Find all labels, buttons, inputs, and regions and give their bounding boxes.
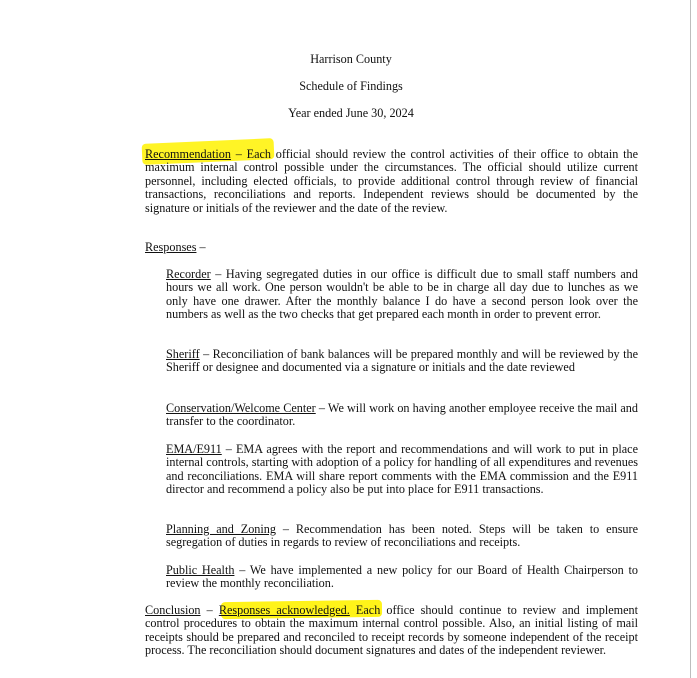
conclusion-label: Conclusion (145, 603, 201, 617)
response-conservation (166, 402, 638, 429)
response-text: – Recommendation has been noted. Steps will be taken to ensure segregation of duties in regards to review of reconciliations and receipts. (166, 522, 638, 550)
response-label: EMA/E911 (166, 442, 222, 456)
county-name: Harrison County (310, 52, 392, 66)
response-recorder (166, 268, 638, 322)
response-label: Planning and Zoning (166, 522, 276, 536)
conclusion-paragraph (145, 604, 638, 658)
response-ema-e911 (166, 443, 638, 497)
conclusion-highlighted: Responses acknowledged. (218, 603, 350, 617)
responses-heading (145, 241, 638, 254)
response-text: – We have implemented a new policy for our Board of Health Chairperson to review the monthly reconciliation. (166, 563, 638, 591)
response-label: Conservation/Welcome Center (166, 401, 316, 415)
page-edge (690, 0, 691, 678)
response-label: Public Health (166, 563, 235, 577)
responses-label: Responses (145, 240, 197, 254)
response-sheriff (166, 348, 638, 375)
conclusion-dash: – (200, 603, 219, 617)
period-line: Year ended June 30, 2024 (288, 106, 414, 120)
recommendation-label: Recommendation (145, 147, 231, 161)
conclusion-text: Each office should continue to review and implement control procedures to obtain the maximum internal control possible. Also, an initial listing of mail receipts should be prepared and reconciled to receipt records by someone independent of the receipt process. The reconciliation should document signatures and dates of the independent reviewer. (145, 603, 638, 658)
response-text: – Reconciliation of bank balances will be prepared monthly and will be reviewed by the Sheriff or designee and documented via a signature or initials and the date reviewed (166, 347, 638, 375)
recommendation-text: – Each official should review the control activities of their office to obtain the maximum internal control possible under the circumstances. The official should utilize current personnel, including elected officials, to provide additional control through review of financial transactions, reconciliations and reports. Independent reviews should be documented by the signature or initials of the reviewer and the date of the review. (145, 147, 638, 215)
recommendation-paragraph (145, 148, 638, 215)
response-text: – We will work on having another employee receive the mail and transfer to the coordinator. (166, 401, 638, 429)
response-text: – Having segregated duties in our office is difficult due to small staff numbers and hours we all work. One person wouldn't be able to be in charge all day due to lunches as we only have one drawer. After the monthly balance I do have a second person look over the numbers as well as the two checks that get prepared each month in order to prevent error. (166, 267, 638, 322)
response-label: Sheriff (166, 347, 200, 361)
schedule-title: Schedule of Findings (299, 79, 403, 93)
response-label: Recorder (166, 267, 211, 281)
response-public-health (166, 564, 638, 591)
response-planning-zoning (166, 523, 638, 550)
responses-suffix: – (196, 240, 206, 254)
response-text: – EMA agrees with the report and recommendations and will work to put in place internal controls, starting with adoption of a policy for handling of all expenditures and revenues and reconciliations. EMA will share report comments with the EMA commission and the E911 director and recommend a policy also be put into place for E911 transactions. (166, 442, 638, 497)
